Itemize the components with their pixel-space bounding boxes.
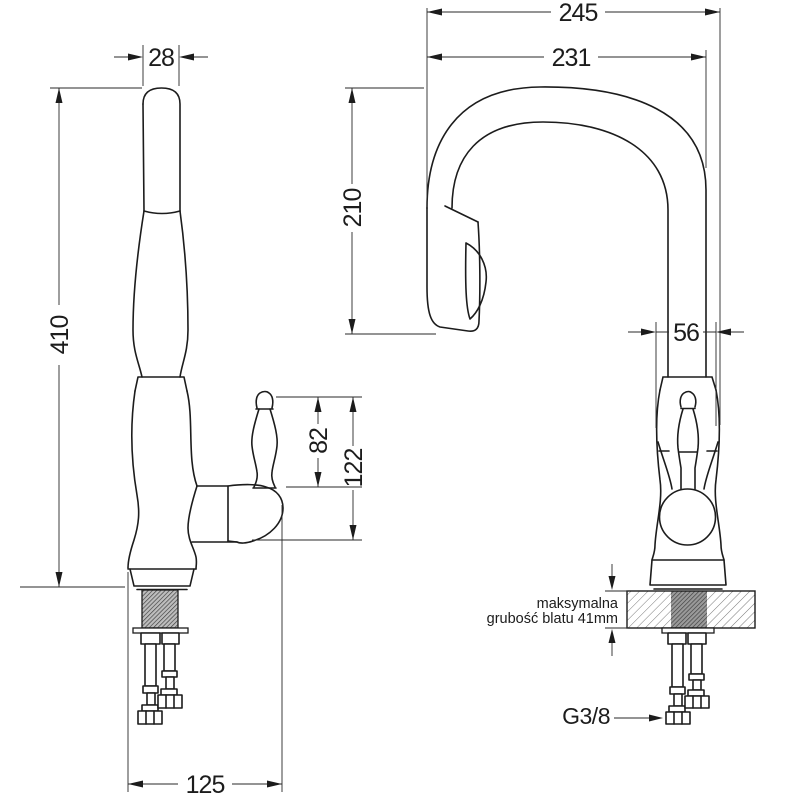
dim-label-210: 210 <box>339 188 367 228</box>
dim-label-231: 231 <box>551 44 591 72</box>
dim-label-122: 122 <box>340 448 368 488</box>
dim-label-410: 410 <box>46 315 74 355</box>
dim-label-125: 125 <box>185 771 225 799</box>
countertop-note-line2: grubość blatu 41mm <box>486 611 618 627</box>
side-spout-tube-left <box>143 104 144 211</box>
thread-size-label: G3/8 <box>562 703 610 729</box>
side-shank-thread <box>142 590 178 628</box>
dim-label-28: 28 <box>148 44 174 72</box>
countertop-slab <box>627 591 755 628</box>
dim-label-56: 56 <box>673 319 699 347</box>
countertop-note-line1: maksymalna <box>536 596 618 612</box>
countertop-shank-hatch <box>671 591 707 628</box>
dim-label-82: 82 <box>305 428 333 454</box>
dim-label-245: 245 <box>558 0 598 27</box>
